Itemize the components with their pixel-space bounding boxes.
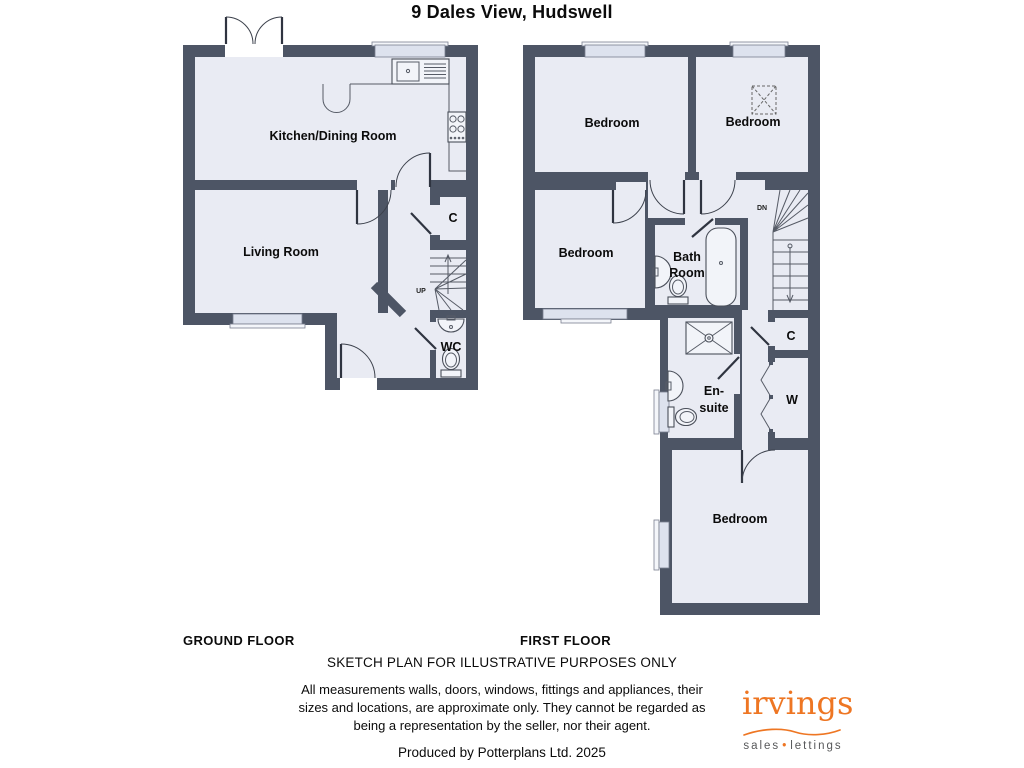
first-floor-caption: FIRST FLOOR bbox=[520, 633, 612, 648]
ensuite-label-line2: suite bbox=[699, 401, 729, 415]
tagline-sales: sales bbox=[743, 740, 781, 752]
bedroom-bottom-label: Bedroom bbox=[712, 512, 768, 526]
bathtub bbox=[706, 228, 736, 306]
stairs-dn-label: DN bbox=[756, 205, 768, 212]
logo-tagline bbox=[738, 740, 848, 752]
wc-label: WC bbox=[440, 340, 462, 354]
bathroom-label-line2: Room bbox=[669, 266, 705, 280]
bedroom-middle-label: Bedroom bbox=[558, 246, 614, 260]
sketch-note: SKETCH PLAN FOR ILLUSTRATIVE PURPOSES ONLY bbox=[327, 655, 677, 670]
hob bbox=[448, 112, 466, 142]
ff-cupboard-label: C bbox=[786, 329, 796, 343]
living-room-label: Living Room bbox=[243, 245, 319, 259]
page-title: 9 Dales View, Hudswell bbox=[411, 2, 613, 22]
ensuite-toilet bbox=[668, 407, 697, 427]
bedroom-top-left-label: Bedroom bbox=[584, 116, 640, 130]
produced-by: Produced by Potterplans Ltd. 2025 bbox=[398, 745, 606, 760]
agency-logo: irvings bbox=[742, 684, 854, 722]
kitchen-label: Kitchen/Dining Room bbox=[269, 129, 397, 143]
wardrobe-label: W bbox=[786, 393, 798, 407]
gf-cupboard-label: C bbox=[448, 211, 458, 225]
tagline-lettings: lettings bbox=[790, 740, 843, 752]
disclaimer-text bbox=[0, 681, 1004, 735]
kitchen-sink bbox=[392, 59, 449, 84]
disclaimer-line-3: being a representation by the seller, nor their agent. bbox=[353, 718, 651, 733]
ensuite-label-line1: En- bbox=[703, 384, 725, 398]
logo-wave-icon bbox=[743, 728, 841, 738]
first-floor-plan bbox=[523, 42, 820, 615]
shower-tray bbox=[686, 322, 732, 354]
bathroom-label-line1: Bath bbox=[673, 250, 701, 264]
disclaimer-line-1: All measurements walls, doors, windows, fittings and appliances, their bbox=[301, 682, 703, 697]
bedroom-top-right-label: Bedroom bbox=[725, 115, 781, 129]
disclaimer-line-2: sizes and locations, are approximate only. They cannot be regarded as bbox=[298, 700, 706, 715]
ground-floor-caption: GROUND FLOOR bbox=[183, 633, 295, 648]
ground-floor-plan bbox=[183, 17, 478, 390]
stairs-up-label: UP bbox=[416, 288, 426, 295]
tagline-dot-icon: • bbox=[782, 740, 789, 752]
